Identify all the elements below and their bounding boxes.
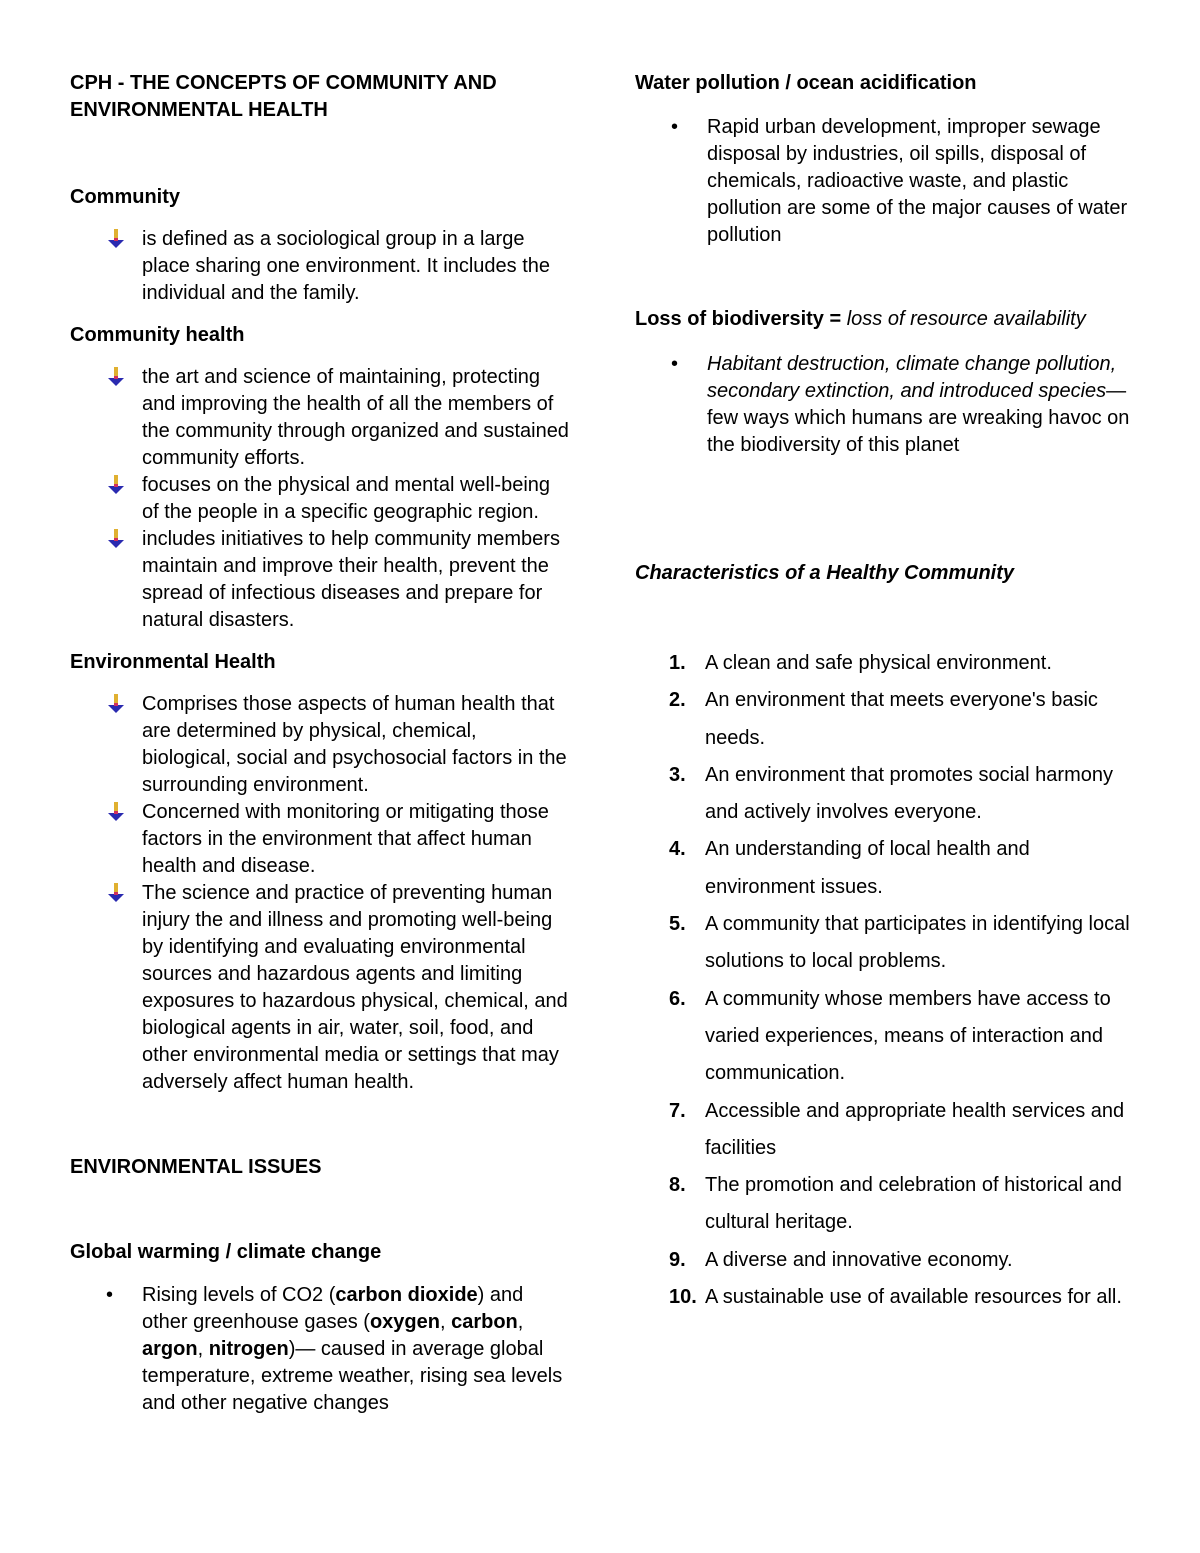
bullet-icon: • bbox=[671, 116, 679, 138]
environmental-issues-heading: ENVIRONMENTAL ISSUES bbox=[70, 1156, 322, 1178]
list-item: the art and science of maintaining, protecting and improving the health of all the members of the community through organized and sustained community efforts. bbox=[70, 364, 570, 472]
healthy-community-heading: Characteristics of a Healthy Community bbox=[635, 562, 1014, 584]
list-item: focuses on the physical and mental well-being of the people in a specific geographic region. bbox=[70, 472, 570, 526]
list-item: 5. A community that participates in identifying local solutions to local problems. bbox=[669, 913, 1130, 973]
list-item: 1. A clean and safe physical environment. bbox=[669, 652, 1052, 674]
arrow-bullet-icon bbox=[108, 529, 124, 549]
document-title: CPH - THE CONCEPTS OF COMMUNITY AND ENVIRONMENTAL HEALTH bbox=[70, 72, 497, 121]
list-item: 9. A diverse and innovative economy. bbox=[669, 1248, 1013, 1271]
arrow-bullet-icon bbox=[108, 475, 124, 495]
water-pollution-list bbox=[635, 114, 1135, 249]
arrow-bullet-icon bbox=[108, 883, 124, 903]
global-warming-list bbox=[70, 1282, 570, 1417]
list-item: The science and practice of preventing human injury the and illness and promoting well-being by identifying and evaluating environmental sources and hazardous agents and limiting exposures to hazardous physical, chemical, and biological agents in air, water, soil, food, and other environmental media or settings that may adversely affect human health. bbox=[70, 880, 570, 1096]
list-item: • Rapid urban development, improper sewage disposal by industries, oil spills, disposal of chemicals, radioactive waste, and plastic pollution are some of the major causes of water pollution bbox=[671, 116, 1128, 246]
list-item: • Rising levels of CO2 (carbon dioxide) and other greenhouse gases (oxygen, carbon, argon, nitrogen)— caused in average global temperature, extreme weather, rising sea levels and other negative changes bbox=[106, 1284, 563, 1414]
list-item: Concerned with monitoring or mitigating those factors in the environment that affect human health and disease. bbox=[70, 799, 570, 880]
community-health-list bbox=[70, 364, 570, 634]
arrow-bullet-icon bbox=[108, 802, 124, 822]
list-item: 7. Accessible and appropriate health services and facilities bbox=[669, 1099, 1125, 1159]
list-item: 2. An environment that meets everyone's basic needs. bbox=[669, 689, 1098, 749]
arrow-bullet-icon bbox=[108, 367, 124, 387]
healthy-community-list bbox=[635, 645, 1135, 1316]
water-pollution-heading: Water pollution / ocean acidification bbox=[635, 72, 977, 94]
biodiversity-heading: Loss of biodiversity = loss of resource availability bbox=[635, 308, 1086, 330]
list-item: 6. A community whose members have access to varied experiences, means of interaction and communication. bbox=[669, 987, 1111, 1085]
global-warming-heading: Global warming / climate change bbox=[70, 1241, 382, 1263]
list-item: 4. An understanding of local health and environment issues. bbox=[669, 838, 1030, 898]
right-column bbox=[635, 70, 1135, 1316]
biodiversity-list bbox=[635, 351, 1135, 459]
list-item: 8. The promotion and celebration of historical and cultural heritage. bbox=[669, 1174, 1122, 1234]
environmental-health-heading: Environmental Health bbox=[70, 651, 276, 673]
community-heading: Community bbox=[70, 186, 180, 208]
bullet-icon: • bbox=[106, 1284, 114, 1306]
environmental-health-list bbox=[70, 691, 570, 1096]
list-item: Comprises those aspects of human health that are determined by physical, chemical, biological, social and psychosocial factors in the surrounding environment. bbox=[70, 691, 570, 799]
list-item: is defined as a sociological group in a large place sharing one environment. It includes the individual and the family. bbox=[70, 226, 570, 307]
list-item: 10. A sustainable use of available resources for all. bbox=[669, 1286, 1122, 1309]
list-item: 3. An environment that promotes social harmony and actively involves everyone. bbox=[669, 763, 1113, 824]
list-item: includes initiatives to help community members maintain and improve their health, prevent the spread of infectious diseases and prepare for natural disasters. bbox=[70, 526, 570, 634]
list-item: • Habitant destruction, climate change pollution, secondary extinction, and introduced species— few ways which humans are wreaking havoc on the biodiversity of this planet bbox=[671, 353, 1130, 456]
left-column bbox=[70, 70, 570, 1417]
community-health-heading: Community health bbox=[70, 324, 245, 346]
bullet-icon: • bbox=[671, 353, 679, 375]
arrow-bullet-icon bbox=[108, 229, 124, 249]
community-list bbox=[70, 226, 570, 307]
arrow-bullet-icon bbox=[108, 694, 124, 714]
